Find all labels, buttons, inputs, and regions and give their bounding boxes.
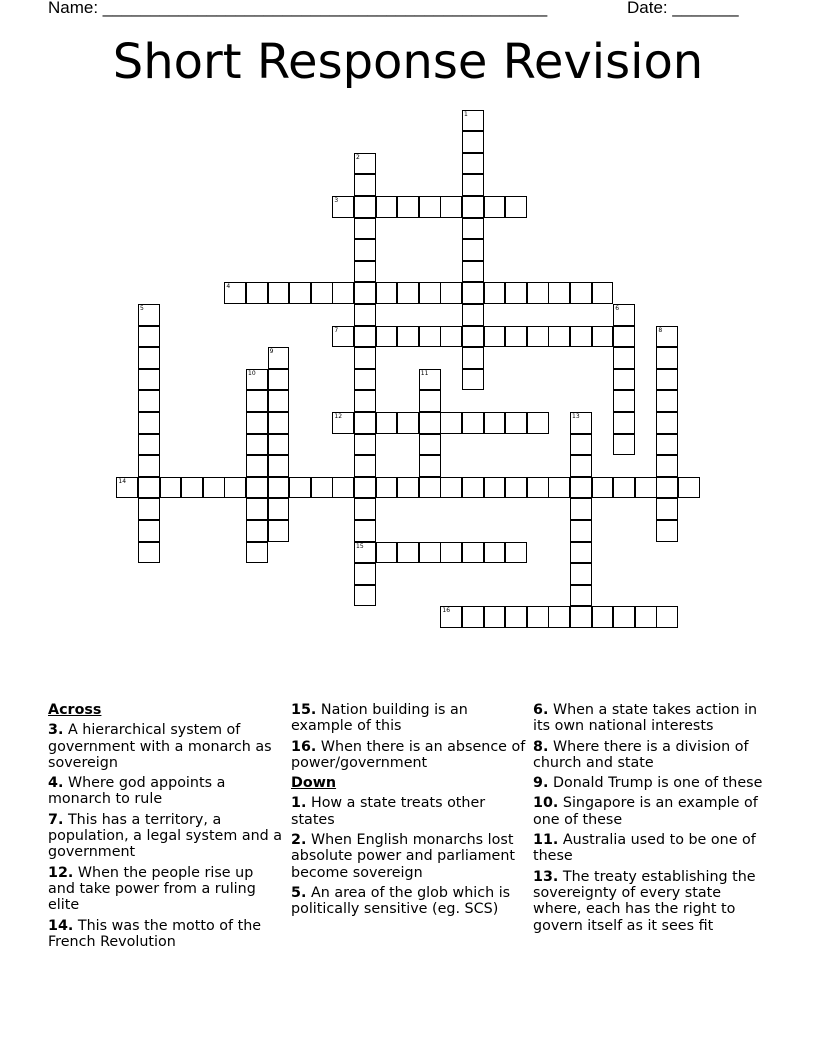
clue-number: 2 xyxy=(356,153,360,161)
crossword-cell[interactable] xyxy=(311,282,333,304)
crossword-cell[interactable] xyxy=(376,542,398,564)
crossword-cell[interactable] xyxy=(354,174,376,196)
clue-item-number: 12. xyxy=(48,864,74,881)
crossword-cell[interactable] xyxy=(656,455,678,477)
clue-item-number: 14. xyxy=(48,917,74,934)
crossword-cell[interactable] xyxy=(354,218,376,240)
crossword-cell[interactable] xyxy=(268,282,290,304)
crossword-cell[interactable] xyxy=(462,174,484,196)
crossword-cell[interactable] xyxy=(354,390,376,412)
crossword-cell[interactable] xyxy=(527,477,549,499)
crossword-cell[interactable] xyxy=(462,131,484,153)
crossword-cell[interactable] xyxy=(268,434,290,456)
crossword-cell[interactable] xyxy=(354,239,376,261)
crossword-cell[interactable] xyxy=(440,196,462,218)
crossword-cell[interactable] xyxy=(397,282,419,304)
crossword-cell[interactable] xyxy=(138,498,160,520)
crossword-cell[interactable] xyxy=(462,110,484,132)
crossword-cell[interactable] xyxy=(656,369,678,391)
crossword-cell[interactable] xyxy=(570,498,592,520)
crossword-cell[interactable] xyxy=(354,153,376,175)
crossword-cell[interactable] xyxy=(462,477,484,499)
crossword-cell[interactable] xyxy=(138,477,160,499)
crossword-cell[interactable] xyxy=(397,326,419,348)
clue-item xyxy=(533,702,769,735)
clue-item xyxy=(48,918,284,951)
crossword-cell[interactable] xyxy=(376,196,398,218)
page-title: Short Response Revision xyxy=(112,34,704,90)
clue-number: 15 xyxy=(356,542,364,550)
crossword-cell[interactable] xyxy=(332,282,354,304)
crossword-cell[interactable] xyxy=(397,477,419,499)
crossword-cell[interactable] xyxy=(376,326,398,348)
crossword-cell[interactable] xyxy=(181,477,203,499)
clue-number: 3 xyxy=(334,196,339,204)
across-heading: Across xyxy=(48,702,102,718)
crossword-cell[interactable] xyxy=(548,326,570,348)
crossword-cell[interactable] xyxy=(268,390,290,412)
clues-column-2 xyxy=(291,702,527,922)
crossword-cell[interactable] xyxy=(570,563,592,585)
crossword-cell[interactable] xyxy=(505,282,527,304)
crossword-cell[interactable] xyxy=(570,520,592,542)
crossword-cell[interactable] xyxy=(505,326,527,348)
crossword-cell[interactable] xyxy=(570,326,592,348)
crossword-cell[interactable] xyxy=(440,412,462,434)
crossword-cell[interactable] xyxy=(613,326,635,348)
crossword-cell[interactable] xyxy=(397,196,419,218)
clue-item xyxy=(48,812,284,861)
crossword-cell[interactable] xyxy=(656,412,678,434)
crossword-cell[interactable] xyxy=(656,520,678,542)
crossword-cell[interactable] xyxy=(246,369,268,391)
clue-number: 5 xyxy=(140,304,144,312)
clue-item-text: The treaty establishing the sovereignty of every state where, each has the right to govern itself as it sees fit xyxy=(533,868,756,934)
crossword-cell[interactable] xyxy=(613,369,635,391)
crossword-cell[interactable] xyxy=(440,606,462,628)
clue-item-number: 8. xyxy=(533,738,549,755)
clue-item-text: This has a territory, a population, a legal system and a government xyxy=(48,811,283,861)
crossword-cell[interactable] xyxy=(419,196,441,218)
crossword-cell[interactable] xyxy=(246,498,268,520)
crossword-cell[interactable] xyxy=(354,304,376,326)
across-clue-list xyxy=(48,722,284,950)
clue-item xyxy=(533,775,769,791)
clue-item-number: 13. xyxy=(533,868,559,885)
clue-number: 7 xyxy=(334,326,339,334)
crossword-cell[interactable] xyxy=(548,282,570,304)
crossword-cell[interactable] xyxy=(613,347,635,369)
crossword-cell[interactable] xyxy=(613,434,635,456)
crossword-cell[interactable] xyxy=(354,542,376,564)
clues-section xyxy=(48,702,768,962)
crossword-cell[interactable] xyxy=(203,477,225,499)
clue-item-text: Where there is a division of church and state xyxy=(533,738,749,771)
name-label[interactable]: Name: _______________________________________________ xyxy=(48,0,548,17)
clue-number: 14 xyxy=(118,477,127,485)
crossword-cell[interactable] xyxy=(332,326,354,348)
clue-number: 10 xyxy=(248,369,256,377)
crossword-cell[interactable] xyxy=(246,282,268,304)
crossword-cell[interactable] xyxy=(440,282,462,304)
crossword-cell[interactable] xyxy=(462,347,484,369)
crossword-cell[interactable] xyxy=(268,412,290,434)
crossword-cell[interactable] xyxy=(224,477,246,499)
clue-item-number: 10. xyxy=(533,795,559,812)
crossword-cell[interactable] xyxy=(484,542,506,564)
crossword-cell[interactable] xyxy=(462,261,484,283)
crossword-cell[interactable] xyxy=(613,606,635,628)
crossword-cell[interactable] xyxy=(527,282,549,304)
crossword-cell[interactable] xyxy=(656,326,678,348)
crossword-cell[interactable] xyxy=(138,369,160,391)
crossword-cell[interactable] xyxy=(462,218,484,240)
clue-item xyxy=(291,702,527,735)
crossword-cell[interactable] xyxy=(462,153,484,175)
crossword-cell[interactable] xyxy=(419,434,441,456)
crossword-cell[interactable] xyxy=(484,606,506,628)
crossword-cell[interactable] xyxy=(246,390,268,412)
clue-item-number: 6. xyxy=(533,702,549,718)
crossword-cell[interactable] xyxy=(570,606,592,628)
crossword-cell[interactable] xyxy=(419,326,441,348)
clue-item xyxy=(533,869,769,934)
crossword-cell[interactable] xyxy=(462,606,484,628)
crossword-cell[interactable] xyxy=(527,326,549,348)
crossword-cell[interactable] xyxy=(678,477,700,499)
clue-item-number: 9. xyxy=(533,775,549,792)
crossword-cell[interactable] xyxy=(548,477,570,499)
across-clue-list-continued xyxy=(291,702,527,771)
crossword-cell[interactable] xyxy=(138,412,160,434)
crossword-cell[interactable] xyxy=(570,477,592,499)
crossword-cell[interactable] xyxy=(419,477,441,499)
crossword-cell[interactable] xyxy=(570,455,592,477)
crossword-cell[interactable] xyxy=(246,477,268,499)
crossword-cell[interactable] xyxy=(527,412,549,434)
clue-item-number: 5. xyxy=(291,884,307,901)
clue-item-number: 1. xyxy=(291,795,307,812)
crossword-cell[interactable] xyxy=(376,282,398,304)
crossword-cell[interactable] xyxy=(332,196,354,218)
crossword-cell[interactable] xyxy=(246,412,268,434)
crossword-cell[interactable] xyxy=(354,326,376,348)
crossword-cell[interactable] xyxy=(613,477,635,499)
clue-item xyxy=(291,795,527,828)
date-label[interactable]: Date: _______ xyxy=(627,0,739,17)
clue-number: 9 xyxy=(269,348,274,356)
crossword-cell[interactable] xyxy=(138,434,160,456)
crossword-cell[interactable] xyxy=(570,585,592,607)
crossword-cell[interactable] xyxy=(462,282,484,304)
crossword-cell[interactable] xyxy=(354,261,376,283)
crossword-cell[interactable] xyxy=(354,477,376,499)
clue-number: 13 xyxy=(572,412,580,420)
crossword-cell[interactable] xyxy=(354,498,376,520)
crossword-cell[interactable] xyxy=(570,542,592,564)
crossword-cell[interactable] xyxy=(116,477,138,499)
clue-item-number: 15. xyxy=(291,702,317,718)
clue-item-text: How a state treats other states xyxy=(291,795,486,828)
crossword-cell[interactable] xyxy=(138,304,160,326)
crossword-cell[interactable] xyxy=(592,282,614,304)
clue-number: 6 xyxy=(615,304,620,312)
crossword-cell[interactable] xyxy=(440,477,462,499)
crossword-cell[interactable] xyxy=(462,196,484,218)
crossword-cell[interactable] xyxy=(224,282,246,304)
crossword-cell[interactable] xyxy=(440,326,462,348)
crossword-cell[interactable] xyxy=(484,412,506,434)
crossword-cell[interactable] xyxy=(268,455,290,477)
down-clue-list-continued xyxy=(533,702,769,934)
crossword-cell[interactable] xyxy=(354,347,376,369)
clues-column-3 xyxy=(533,702,769,938)
clue-item-text: When a state takes action in its own national interests xyxy=(533,702,758,735)
clue-item-text: An area of the glob which is politically sensitive (eg. SCS) xyxy=(291,884,511,918)
crossword-cell[interactable] xyxy=(138,326,160,348)
crossword-cell[interactable] xyxy=(332,412,354,434)
crossword-cell[interactable] xyxy=(246,434,268,456)
crossword-cell[interactable] xyxy=(505,542,527,564)
crossword-cell[interactable] xyxy=(484,196,506,218)
clue-item xyxy=(533,832,769,865)
crossword-cell[interactable] xyxy=(354,434,376,456)
clue-item-text: Singapore is an example of one of these xyxy=(533,795,758,828)
crossword-cell[interactable] xyxy=(419,369,441,391)
crossword-cell[interactable] xyxy=(354,196,376,218)
clue-item xyxy=(48,722,284,771)
crossword-cell[interactable] xyxy=(354,520,376,542)
crossword-cell[interactable] xyxy=(484,282,506,304)
crossword-cell[interactable] xyxy=(570,282,592,304)
crossword-cell[interactable] xyxy=(462,239,484,261)
crossword-cell[interactable] xyxy=(462,326,484,348)
clue-number: 12 xyxy=(334,412,343,420)
crossword-cell[interactable] xyxy=(354,455,376,477)
crossword-cell[interactable] xyxy=(268,498,290,520)
clue-item xyxy=(533,739,769,772)
clue-item-number: 11. xyxy=(533,832,559,849)
crossword-cell[interactable] xyxy=(462,304,484,326)
crossword-cell[interactable] xyxy=(613,390,635,412)
clue-item-text: When English monarchs lost absolute power and parliament become sovereign xyxy=(291,832,515,881)
crossword-cell[interactable] xyxy=(397,412,419,434)
crossword-cell[interactable] xyxy=(656,477,678,499)
clues-column-1 xyxy=(48,702,284,954)
crossword-cell[interactable] xyxy=(592,477,614,499)
crossword-cell[interactable] xyxy=(138,390,160,412)
crossword-cell[interactable] xyxy=(138,347,160,369)
crossword-cell[interactable] xyxy=(462,369,484,391)
crossword-cell[interactable] xyxy=(462,542,484,564)
down-heading: Down xyxy=(291,775,337,792)
crossword-cell[interactable] xyxy=(635,477,657,499)
crossword-cell[interactable] xyxy=(354,282,376,304)
crossword-cell[interactable] xyxy=(138,542,160,564)
crossword-cell[interactable] xyxy=(527,606,549,628)
crossword-cell[interactable] xyxy=(484,326,506,348)
crossword-cell[interactable] xyxy=(376,477,398,499)
clue-item-text: Where god appoints a monarch to rule xyxy=(48,775,226,808)
clue-item-text: Donald Trump is one of these xyxy=(552,775,763,792)
crossword-cell[interactable] xyxy=(138,520,160,542)
clue-item-text: Nation building is an example of this xyxy=(291,702,468,735)
crossword-cell[interactable] xyxy=(548,606,570,628)
crossword-cell[interactable] xyxy=(311,477,333,499)
crossword-cell[interactable] xyxy=(613,304,635,326)
clue-item-text: A hierarchical system of government with a monarch as sovereign xyxy=(48,722,272,771)
crossword-cell[interactable] xyxy=(505,477,527,499)
crossword-cell[interactable] xyxy=(354,563,376,585)
crossword-cell[interactable] xyxy=(268,347,290,369)
crossword-cell[interactable] xyxy=(613,412,635,434)
crossword-cell[interactable] xyxy=(419,390,441,412)
crossword-cell[interactable] xyxy=(354,369,376,391)
crossword-cell[interactable] xyxy=(419,542,441,564)
crossword-cell[interactable] xyxy=(462,412,484,434)
crossword-cell[interactable] xyxy=(656,347,678,369)
clue-number: 1 xyxy=(464,110,468,118)
down-clue-list xyxy=(291,795,527,917)
crossword-cell[interactable] xyxy=(484,477,506,499)
clue-number: 4 xyxy=(226,283,231,291)
clue-item xyxy=(533,795,769,828)
clue-number: 8 xyxy=(658,326,663,334)
crossword-cell[interactable] xyxy=(289,477,311,499)
crossword-cell[interactable] xyxy=(505,412,527,434)
crossword-cell[interactable] xyxy=(656,390,678,412)
crossword-cell[interactable] xyxy=(246,542,268,564)
crossword-cell[interactable] xyxy=(354,585,376,607)
crossword-cell[interactable] xyxy=(656,606,678,628)
crossword-cell[interactable] xyxy=(268,520,290,542)
crossword-cell[interactable] xyxy=(570,434,592,456)
crossword-cell[interactable] xyxy=(376,412,398,434)
clue-item xyxy=(291,885,527,918)
clue-item-number: 4. xyxy=(48,775,64,792)
crossword-cell[interactable] xyxy=(354,412,376,434)
crossword-cell[interactable] xyxy=(289,282,311,304)
clue-item-number: 2. xyxy=(291,832,307,849)
clue-item-text: Australia used to be one of these xyxy=(533,832,756,865)
crossword-cell[interactable] xyxy=(505,196,527,218)
crossword-cell[interactable] xyxy=(656,434,678,456)
crossword-cell[interactable] xyxy=(397,542,419,564)
clue-number: 11 xyxy=(420,369,429,377)
crossword-cell[interactable] xyxy=(268,477,290,499)
crossword-cell[interactable] xyxy=(268,369,290,391)
clue-item-text: This was the motto of the French Revolution xyxy=(48,917,262,950)
clue-item xyxy=(291,832,527,881)
crossword-cell[interactable] xyxy=(419,455,441,477)
crossword-cell[interactable] xyxy=(505,606,527,628)
crossword-cell[interactable] xyxy=(570,412,592,434)
crossword-cell[interactable] xyxy=(160,477,182,499)
crossword-cell[interactable] xyxy=(246,520,268,542)
clue-item-text: When there is an absence of power/government xyxy=(291,738,526,771)
crossword-cell[interactable] xyxy=(440,542,462,564)
crossword-cell[interactable] xyxy=(419,282,441,304)
crossword-cell[interactable] xyxy=(656,498,678,520)
clue-item-number: 7. xyxy=(48,811,64,828)
crossword-cell[interactable] xyxy=(138,455,160,477)
clue-item xyxy=(291,739,527,772)
clue-item-number: 16. xyxy=(291,738,317,755)
clue-item xyxy=(48,775,284,808)
crossword-cell[interactable] xyxy=(592,606,614,628)
clue-item xyxy=(48,865,284,914)
crossword-cell[interactable] xyxy=(419,412,441,434)
crossword-cell[interactable] xyxy=(592,326,614,348)
crossword-cell[interactable] xyxy=(635,606,657,628)
clue-item-number: 3. xyxy=(48,722,64,739)
clue-item-text: When the people rise up and take power from a ruling elite xyxy=(48,864,256,914)
crossword-cell[interactable] xyxy=(246,455,268,477)
crossword-cell[interactable] xyxy=(332,477,354,499)
clue-number: 16 xyxy=(442,607,451,615)
